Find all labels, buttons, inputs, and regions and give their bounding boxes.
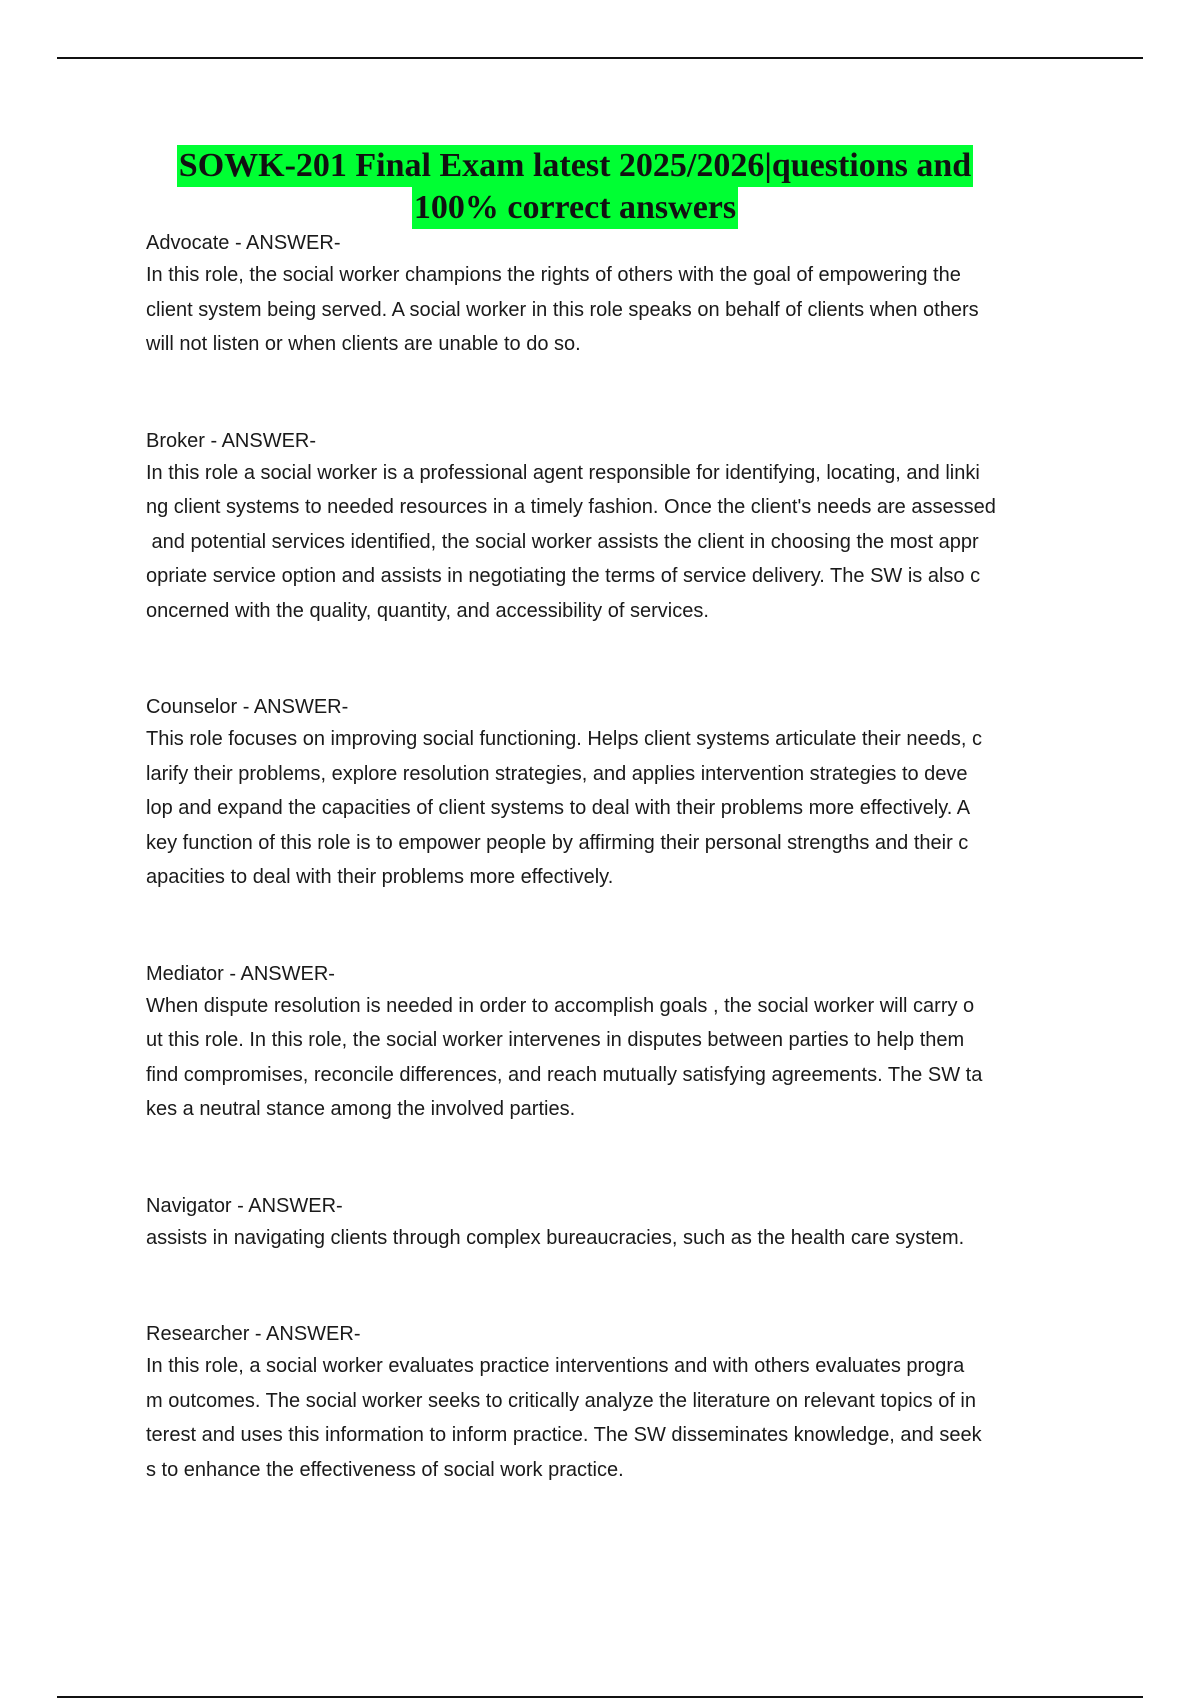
qa-entry-counselor (146, 692, 1061, 895)
document-title (120, 145, 1030, 229)
answer-text (146, 456, 1061, 629)
answer-line: oncerned with the quality, quantity, and accessibility of services. (146, 599, 709, 622)
answer-line: will not listen or when clients are unable to do so. (146, 333, 581, 355)
answer-line: ut this role. In this role, the social worker intervenes in disputes between parties to help them (146, 1029, 965, 1051)
term-label: Mediator - ANSWER- (146, 962, 335, 985)
answer-line: In this role, the social worker champions the rights of others with the goal of empowering the (146, 264, 961, 286)
qa-entry-researcher (146, 1319, 1061, 1487)
qa-entry-broker (146, 426, 1061, 629)
qa-entry-navigator (146, 1191, 1061, 1256)
answer-line: In this role a social worker is a professional agent responsible for identifying, locating, and linki (146, 461, 980, 484)
qa-entry-mediator (146, 959, 1061, 1127)
bottom-divider (57, 1696, 1143, 1698)
answer-text (146, 1349, 1061, 1487)
answer-line: This role focuses on improving social functioning. Helps client systems articulate their needs, c (146, 728, 982, 750)
answer-line: key function of this role is to empower people by affirming their personal strengths and their c (146, 831, 969, 854)
answer-text (146, 258, 1061, 362)
answer-line: apacities to deal with their problems more effectively. (146, 866, 614, 888)
top-divider (57, 57, 1143, 59)
answer-text (146, 722, 1061, 895)
answer-line: s to enhance the effectiveness of social work practice. (146, 1458, 624, 1481)
term-label: Advocate - ANSWER- (146, 232, 341, 254)
term-label: Navigator - ANSWER- (146, 1194, 343, 1217)
term-label: Counselor - ANSWER- (146, 696, 349, 718)
term-label: Researcher - ANSWER- (146, 1323, 361, 1345)
answer-line: assists in navigating clients through complex bureaucracies, such as the health care system. (146, 1226, 965, 1249)
answer-line: m outcomes. The social worker seeks to critically analyze the literature on relevant topics of in (146, 1389, 976, 1412)
qa-list (146, 228, 1061, 1487)
answer-line: ng client systems to needed resources in a timely fashion. Once the client's needs are assessed (146, 496, 996, 518)
qa-entry-advocate (146, 228, 1061, 362)
answer-line: find compromises, reconcile differences, and reach mutually satisfying agreements. The SW ta (146, 1063, 983, 1086)
answer-line: kes a neutral stance among the involved parties. (146, 1098, 576, 1120)
title-line-2: 100% correct answers (412, 187, 738, 229)
term-label: Broker - ANSWER- (146, 429, 317, 452)
answer-text (146, 1221, 1061, 1256)
answer-line: opriate service option and assists in negotiating the terms of service delivery. The SW is also c (146, 565, 981, 587)
answer-line: In this role, a social worker evaluates practice interventions and with others evaluates progra (146, 1355, 965, 1377)
answer-line: When dispute resolution is needed in order to accomplish goals , the social worker will carry o (146, 994, 975, 1017)
title-line-1: SOWK-201 Final Exam latest 2025/2026|questions and (177, 145, 973, 187)
answer-line: terest and uses this information to inform practice. The SW disseminates knowledge, and seek (146, 1424, 982, 1446)
answer-text (146, 989, 1061, 1127)
answer-line: and potential services identified, the social worker assists the client in choosing the most appr (146, 530, 979, 553)
answer-line: larify their problems, explore resolution strategies, and applies intervention strategies to deve (146, 762, 968, 785)
answer-line: client system being served. A social worker in this role speaks on behalf of clients when others (146, 298, 979, 321)
answer-line: lop and expand the capacities of client systems to deal with their problems more effectively. A (146, 797, 971, 819)
